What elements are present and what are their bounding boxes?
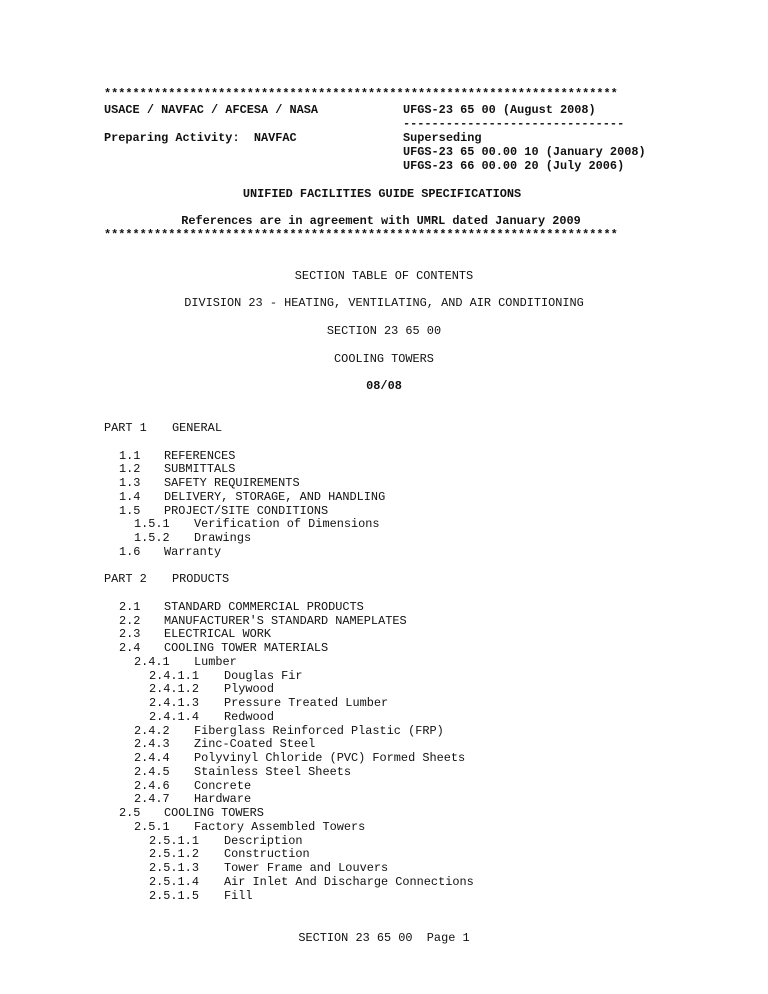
- toc-entry: [134, 531, 251, 545]
- toc-entry-title: Douglas Fir: [224, 668, 303, 683]
- stars-bottom-rule: ************************************************************************: [104, 228, 618, 242]
- toc-entry: [149, 847, 310, 861]
- toc-entry-title: Zinc-Coated Steel: [194, 737, 316, 752]
- toc-entry-title: DELIVERY, STORAGE, AND HANDLING: [164, 489, 386, 504]
- toc-entry: [149, 889, 253, 903]
- toc-entry: [134, 779, 251, 793]
- toc-entry-number: 1.3: [119, 476, 141, 490]
- toc-entry-number: 2.3: [119, 627, 141, 642]
- toc-entry-number: 2.4.5: [134, 764, 170, 779]
- org-line: USACE / NAVFAC / AFCESA / NASA: [104, 103, 319, 117]
- toc-entry-title: MANUFACTURER'S STANDARD NAMEPLATES: [164, 613, 407, 628]
- toc-entry: [119, 600, 364, 614]
- toc-entry: [119, 449, 235, 463]
- toc-entry: [134, 820, 365, 834]
- page-footer: SECTION 23 65 00 Page 1: [298, 931, 470, 945]
- toc-entry-title: Plywood: [224, 682, 274, 697]
- toc-entry-number: 2.4.4: [134, 751, 170, 765]
- guide-title: UNIFIED FACILITIES GUIDE SPECIFICATIONS: [242, 187, 522, 201]
- toc-entry-title: Redwood: [224, 709, 274, 724]
- toc-entry-title: GENERAL: [172, 421, 222, 435]
- toc-title: SECTION TABLE OF CONTENTS: [294, 269, 474, 283]
- toc-entry: [149, 669, 303, 683]
- toc-entry: [134, 517, 380, 531]
- toc-entry-number: 2.5.1.4: [149, 874, 199, 889]
- toc-entry-title: Fiberglass Reinforced Plastic (FRP): [194, 723, 444, 738]
- references-note: References are in agreement with UMRL dated January 2009: [181, 214, 581, 228]
- toc-entry: [134, 655, 237, 669]
- toc-entry-number: 2.1: [119, 599, 141, 614]
- toc-entry: [119, 614, 407, 628]
- toc-entry: [134, 751, 465, 765]
- toc-entry: [149, 875, 474, 889]
- toc-entry-number: 1.1: [119, 448, 141, 463]
- toc-entry-number: 2.5.1: [134, 819, 170, 834]
- toc-entry-number: 2.5.1.1: [149, 833, 199, 848]
- toc-entry-title: REFERENCES: [164, 448, 236, 463]
- toc-entry-number: 2.4.1.2: [149, 682, 199, 697]
- dash-rule: -------------------------------: [403, 117, 625, 131]
- superseding-label: Superseding: [403, 131, 482, 145]
- division-title: DIVISION 23 - HEATING, VENTILATING, AND AIR CONDITIONING: [184, 296, 584, 310]
- date-code: 08/08: [366, 379, 402, 393]
- stars-top-rule: ************************************************************************: [104, 87, 618, 101]
- toc-entry-number: 1.5.2: [134, 531, 170, 545]
- toc-entry-number: 1.5.1: [134, 517, 170, 532]
- toc-entry-number: 2.4.1.4: [149, 709, 199, 724]
- toc-part-heading: [104, 572, 229, 586]
- toc-entry: [149, 861, 388, 875]
- toc-entry-title: Tower Frame and Louvers: [224, 861, 389, 875]
- toc-entry: [119, 490, 385, 504]
- toc-entry-title: Verification of Dimensions: [194, 517, 380, 532]
- toc-entry: [119, 462, 235, 476]
- toc-entry: [134, 765, 351, 779]
- toc-entry-title: Polyvinyl Chloride (PVC) Formed Sheets: [194, 751, 466, 765]
- toc-entry-number: PART 1: [104, 421, 147, 435]
- toc-entry: [134, 724, 444, 738]
- toc-entry-title: PROJECT/SITE CONDITIONS: [164, 503, 329, 518]
- toc-entry: [119, 641, 328, 655]
- toc-entry-title: Air Inlet And Discharge Connections: [224, 874, 474, 889]
- toc-entry-number: 2.5: [119, 806, 141, 820]
- supersedes-2: UFGS-23 66 00.00 20 (July 2006): [403, 159, 625, 173]
- toc-entry-number: PART 2: [104, 572, 147, 587]
- toc-entry: [134, 737, 315, 751]
- toc-entry: [119, 476, 300, 490]
- toc-entry-title: Drawings: [194, 531, 252, 545]
- toc-entry-number: 2.4.6: [134, 778, 170, 793]
- toc-entry-number: 2.2: [119, 613, 141, 628]
- toc-entry: [149, 834, 303, 848]
- toc-entry-title: Description: [224, 833, 303, 848]
- section-number: SECTION 23 65 00: [326, 324, 442, 338]
- toc-entry-number: 1.6: [119, 544, 141, 559]
- toc-entry-number: 1.2: [119, 462, 141, 477]
- toc-entry-title: SAFETY REQUIREMENTS: [164, 476, 300, 490]
- toc-entry-number: 2.5.1.3: [149, 861, 199, 875]
- toc-entry-title: Pressure Treated Lumber: [224, 696, 389, 710]
- toc-entry: [149, 696, 388, 710]
- section-name: COOLING TOWERS: [334, 352, 434, 366]
- toc-entry: [149, 710, 274, 724]
- toc-entry-title: Warranty: [164, 544, 222, 559]
- toc-entry-number: 2.4.1.3: [149, 696, 199, 710]
- toc-entry: [119, 627, 271, 641]
- ufgs-id: UFGS-23 65 00 (August 2008): [403, 103, 596, 117]
- toc-entry: [149, 682, 274, 696]
- preparing-activity: Preparing Activity: NAVFAC: [104, 131, 297, 145]
- toc-entry-title: Lumber: [194, 654, 237, 669]
- toc-entry-title: SUBMITTALS: [164, 462, 236, 477]
- toc-entry-title: ELECTRICAL WORK: [164, 627, 272, 642]
- toc-part-heading: [104, 421, 222, 435]
- toc-entry-number: 2.5.1.2: [149, 847, 199, 862]
- toc-entry-number: 2.4.1: [134, 654, 170, 669]
- toc-entry-number: 1.4: [119, 489, 141, 504]
- toc-entry-title: PRODUCTS: [172, 572, 230, 587]
- toc-entry-number: 2.4: [119, 641, 141, 655]
- toc-entry: [134, 792, 251, 806]
- toc-entry-title: COOLING TOWER MATERIALS: [164, 641, 329, 655]
- toc-entry: [119, 806, 264, 820]
- toc-entry: [119, 504, 328, 518]
- toc-entry-number: 2.4.3: [134, 737, 170, 752]
- toc-entry-title: Fill: [224, 888, 253, 903]
- toc-entry-title: Stainless Steel Sheets: [194, 764, 351, 779]
- toc-entry-number: 1.5: [119, 503, 141, 518]
- toc-entry-title: Factory Assembled Towers: [194, 819, 366, 834]
- toc-entry: [119, 545, 221, 559]
- toc-entry-number: 2.4.2: [134, 723, 170, 738]
- toc-entry-title: STANDARD COMMERCIAL PRODUCTS: [164, 599, 364, 614]
- supersedes-1: UFGS-23 65 00.00 10 (January 2008): [403, 145, 646, 159]
- toc-entry-title: Construction: [224, 847, 310, 862]
- toc-entry-number: 2.4.1.1: [149, 668, 199, 683]
- toc-entry-title: Concrete: [194, 778, 252, 793]
- toc-entry-title: COOLING TOWERS: [164, 806, 264, 820]
- toc-entry-number: 2.4.7: [134, 792, 170, 807]
- toc-entry-title: Hardware: [194, 792, 252, 807]
- toc-entry-number: 2.5.1.5: [149, 888, 199, 903]
